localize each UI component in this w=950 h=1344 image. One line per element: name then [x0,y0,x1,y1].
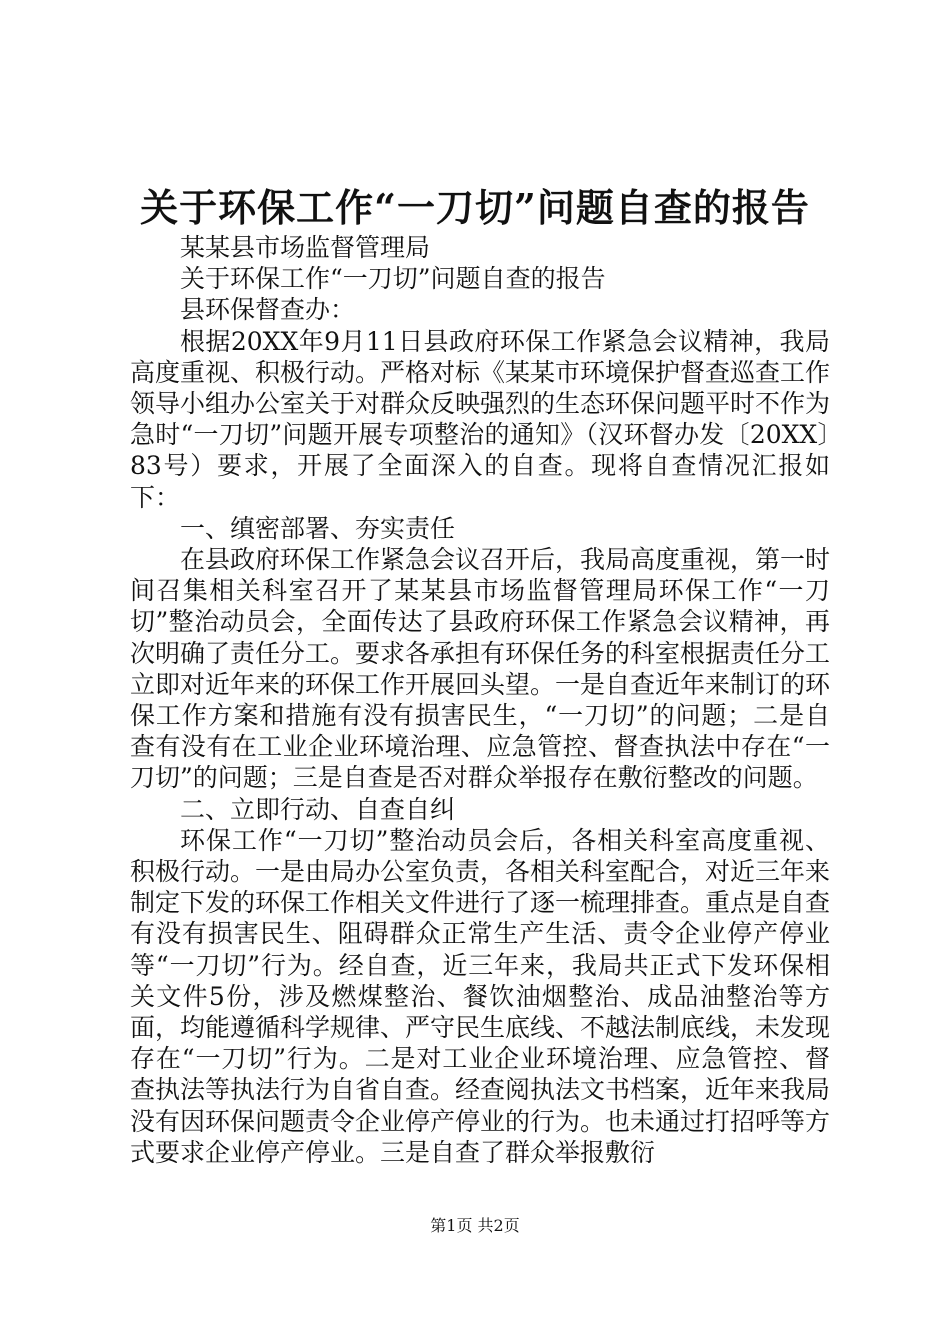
section-heading-2: 二、立即行动、自查自纠 [180,794,456,824]
report-subtitle: 关于环保工作“一刀切”问题自查的报告 [180,264,606,294]
section-heading-1: 一、缜密部署、夯实责任 [180,513,456,543]
document-body [130,232,830,1168]
paragraph-intro: 根据20XX年9月11日县政府环保工作紧急会议精神，我局高度重视、积极行动。严格对标《某某市环境保护督查巡查工作领导小组办公室关于对群众反映强烈的生态环保问题平时不作为急时“一刀切”问题开展专项整治的通知》（汉环督办发〔20XX〕83号）要求，开展了全面深入的自查。现将自查情况汇报如下： [130,326,831,512]
paragraph-section-1: 在县政府环保工作紧急会议召开后，我局高度重视，第一时间召集相关科室召开了某某县市场监督管理局环保工作“一刀切”整治动员会，全面传达了县政府环保工作紧急会议精神，再次明确了责任分工。要求各承担有环保任务的科室根据责任分工立即对近年来的环保工作开展回头望。一是自查近年来制订的环保工作方案和措施有没有损害民生，“一刀切”的问题；二是自查有没有在工业企业环境治理、应急管控、督查执法中存在“一刀切”的问题；三是自查是否对群众举报存在敷衍整改的问题。 [130,545,831,793]
page-footer: 第1页 共2页 [430,1216,520,1235]
sender-org: 某某县市场监督管理局 [180,233,431,262]
paragraph-section-2: 环保工作“一刀切”整治动员会后，各相关科室高度重视、积极行动。一是由局办公室负责，各相关科室配合，对近三年来制定下发的环保工作相关文件进行了逐一梳理排查。重点是自查有没有损害民生、阻碍群众正常生产生活、责令企业停产停业等“一刀切”行为。经自查，近三年来，我局共正式下发环保相关文件5份，涉及燃煤整治、餐饮油烟整治、成品油整治等方面，均能遵循科学规律、严守民生底线、不越法制底线，未发现存在“一刀切”行为。二是对工业企业环境治理、应急管控、督查执法等执法行为自省自查。经查阅执法文书档案，近年来我局没有因环保问题责令企业停产停业的行为。也未通过打招呼等方式要求企业停产停业。三是自查了群众举报敷衍 [130,825,831,1167]
recipient: 县环保督查办： [180,295,356,325]
document-title: 关于环保工作“一刀切”问题自查的报告 [140,185,810,230]
